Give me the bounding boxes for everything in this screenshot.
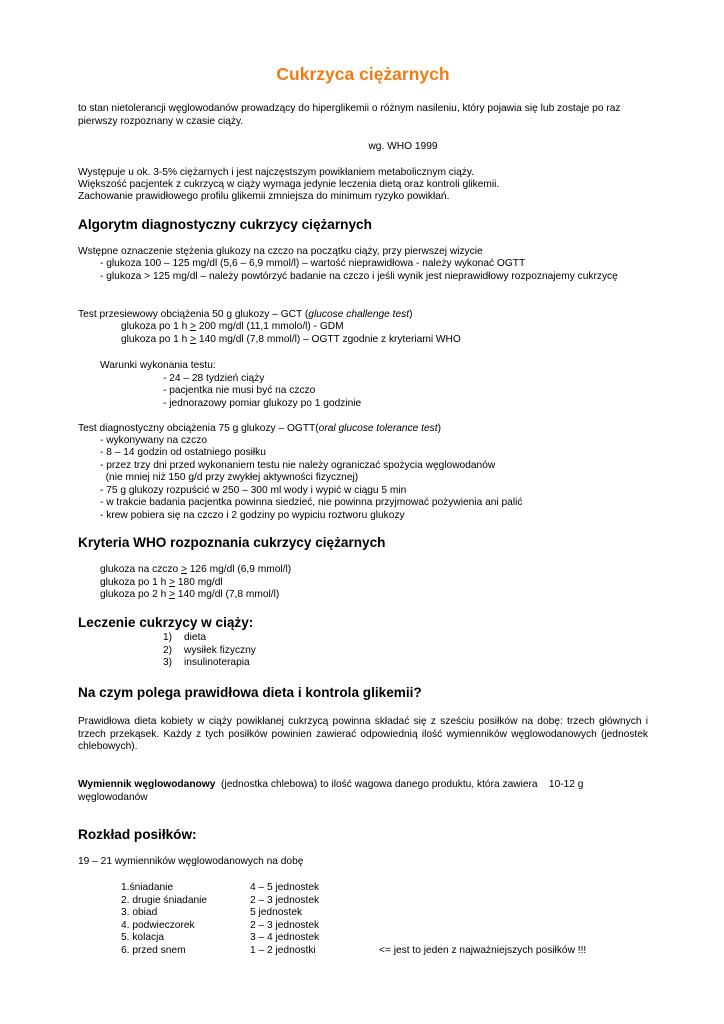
who-row: glukoza po 1 h > 180 mg/dl <box>100 577 223 588</box>
meals-summary: 19 – 21 wymienników węglowodanowych na dobę <box>78 856 304 867</box>
ogtt-item: - krew pobiera się na czczo i 2 godziny po wypiciu roztworu glukozy <box>100 510 405 521</box>
meals-table <box>121 882 648 958</box>
screening-item: - glukoza 100 – 125 mg/dl (5,6 – 6,9 mmol/l) – wartość nieprawidłowa - należy wykonać OGTT <box>100 258 526 269</box>
ogtt-item: - 75 g glukozy rozpuścić w 250 – 300 ml wody i wypić w ciągu 5 min <box>100 485 407 496</box>
condition-item: - 24 – 28 tydzień ciąży <box>163 373 265 384</box>
who-row: glukoza po 2 h > 140 mg/dl (7,8 mmol/l) <box>100 589 280 600</box>
intro-line-2: Większość pacjentek z cukrzycą w ciąży wymaga jedynie leczenia dietą oraz kontroli glikemii. <box>78 179 500 190</box>
page-title: Cukrzyca ciężarnych <box>276 64 450 84</box>
ogtt-item: (nie mniej niż 150 g/d przy zwykłej aktywności fizycznej) <box>100 472 359 483</box>
who-heading: Kryteria WHO rozpoznania cukrzycy ciężarnych <box>78 535 386 550</box>
table-row: 3. obiad 5 jednostek <box>121 907 303 919</box>
gct-line: Test przesiewowy obciążenia 50 g glukozy – GCT (glucose challenge test) <box>78 309 413 320</box>
exchanger-definition: Wymiennik węglowodanowy (jednostka chlebowa) to ilość wagowa danego produktu, która zawiera 10-12 g węglowodanów <box>78 779 587 803</box>
ogtt-item: - 8 – 14 godzin od ostatniego posiłku <box>100 447 266 458</box>
diet-paragraph: Prawidłowa dieta kobiety w ciąży powikłanej cukrzycą powinna składać się z sześciu posiłków na dobę: trzech głównych i trzech przekąsek. Każdy z tych posiłków powinien zawierać odpowiednią ilość wymienników węglowodanowych (jednostek chlebowych). <box>78 716 648 753</box>
screening-item: - glukoza > 125 mg/dl – należy powtórzyć badanie na czczo i jeśli wynik jest nieprawidłowy rozpoznajemy cukrzycę <box>100 271 618 282</box>
definition-paragraph: to stan nietolerancji węglowodanów prowadzący do hiperglikemii o różnym nasileniu, który pojawia się lub zostaje po raz pierwszy rozpoznany w czasie ciąży. <box>78 103 621 127</box>
algorithm-heading: Algorytm diagnostyczny cukrzycy ciężarnych <box>78 217 372 232</box>
table-row: 1.śniadanie 4 – 5 jednostek <box>121 882 320 893</box>
ogtt-item: - wykonywany na czczo <box>100 435 208 446</box>
list-item: 1) dieta <box>163 632 207 643</box>
gct-result-2: glukoza po 1 h > 140 mg/dl (7,8 mmol/l) – OGTT zgodnie z kryteriami WHO <box>121 334 461 345</box>
diet-heading: Na czym polega prawidłowa dieta i kontrola glikemii? <box>78 685 422 700</box>
intro-line-1: Występuje u ok. 3-5% ciężarnych i jest najczęstszym powikłaniem metabolicznym ciąży. <box>78 167 475 178</box>
table-row: 4. podwieczorek 2 – 3 jednostek <box>121 919 320 931</box>
meals-heading: Rozkład posiłków: <box>78 827 197 842</box>
ogtt-line: Test diagnostyczny obciążenia 75 g glukozy – OGTT(oral glucose tolerance test) <box>78 423 441 434</box>
table-row: 5. kolacja 3 – 4 jednostek <box>121 932 320 944</box>
list-item: 2) wysiłek fizyczny <box>163 644 256 656</box>
screening-intro: Wstępne oznaczenie stężenia glukozy na czczo na początku ciąży, przy pierwszej wizycie <box>78 246 483 257</box>
gct-result-1: glukoza po 1 h > 200 mg/dl (11,1 mmolo/l) - GDM <box>121 321 344 332</box>
condition-item: - jednorazowy pomiar glukozy po 1 godzinie <box>163 398 362 409</box>
treatment-heading: Leczenie cukrzycy w ciąży: <box>78 615 254 630</box>
table-row: 2. drugie śniadanie 2 – 3 jednostek <box>121 894 320 906</box>
condition-item: - pacjentka nie musi być na czczo <box>163 385 316 396</box>
table-row: 6. przed snem 1 – 2 jednostki <= jest to jeden z najważniejszych posiłków !!! <box>121 944 587 956</box>
source-line: wg. WHO 1999 <box>368 141 438 152</box>
ogtt-item: - przez trzy dni przed wykonaniem testu nie należy ograniczać spożycia węglowodanów <box>100 460 496 471</box>
intro-line-3: Zachowanie prawidłowego profilu glikemii zmniejsza do minimum ryzyko powikłań. <box>78 191 450 202</box>
ogtt-item: - w trakcie badania pacjentka powinna siedzieć, nie powinna przyjmować pożywienia ani palić <box>100 497 523 508</box>
conditions-label: Warunki wykonania testu: <box>100 360 216 371</box>
treatment-list <box>163 632 256 670</box>
list-item: 3) insulinoterapia <box>163 657 250 669</box>
who-row: glukoza na czczo > 126 mg/dl (6,9 mmol/l) <box>100 564 292 575</box>
important-note: <= jest to jeden z najważniejszych posiłków !!! <box>379 944 587 956</box>
